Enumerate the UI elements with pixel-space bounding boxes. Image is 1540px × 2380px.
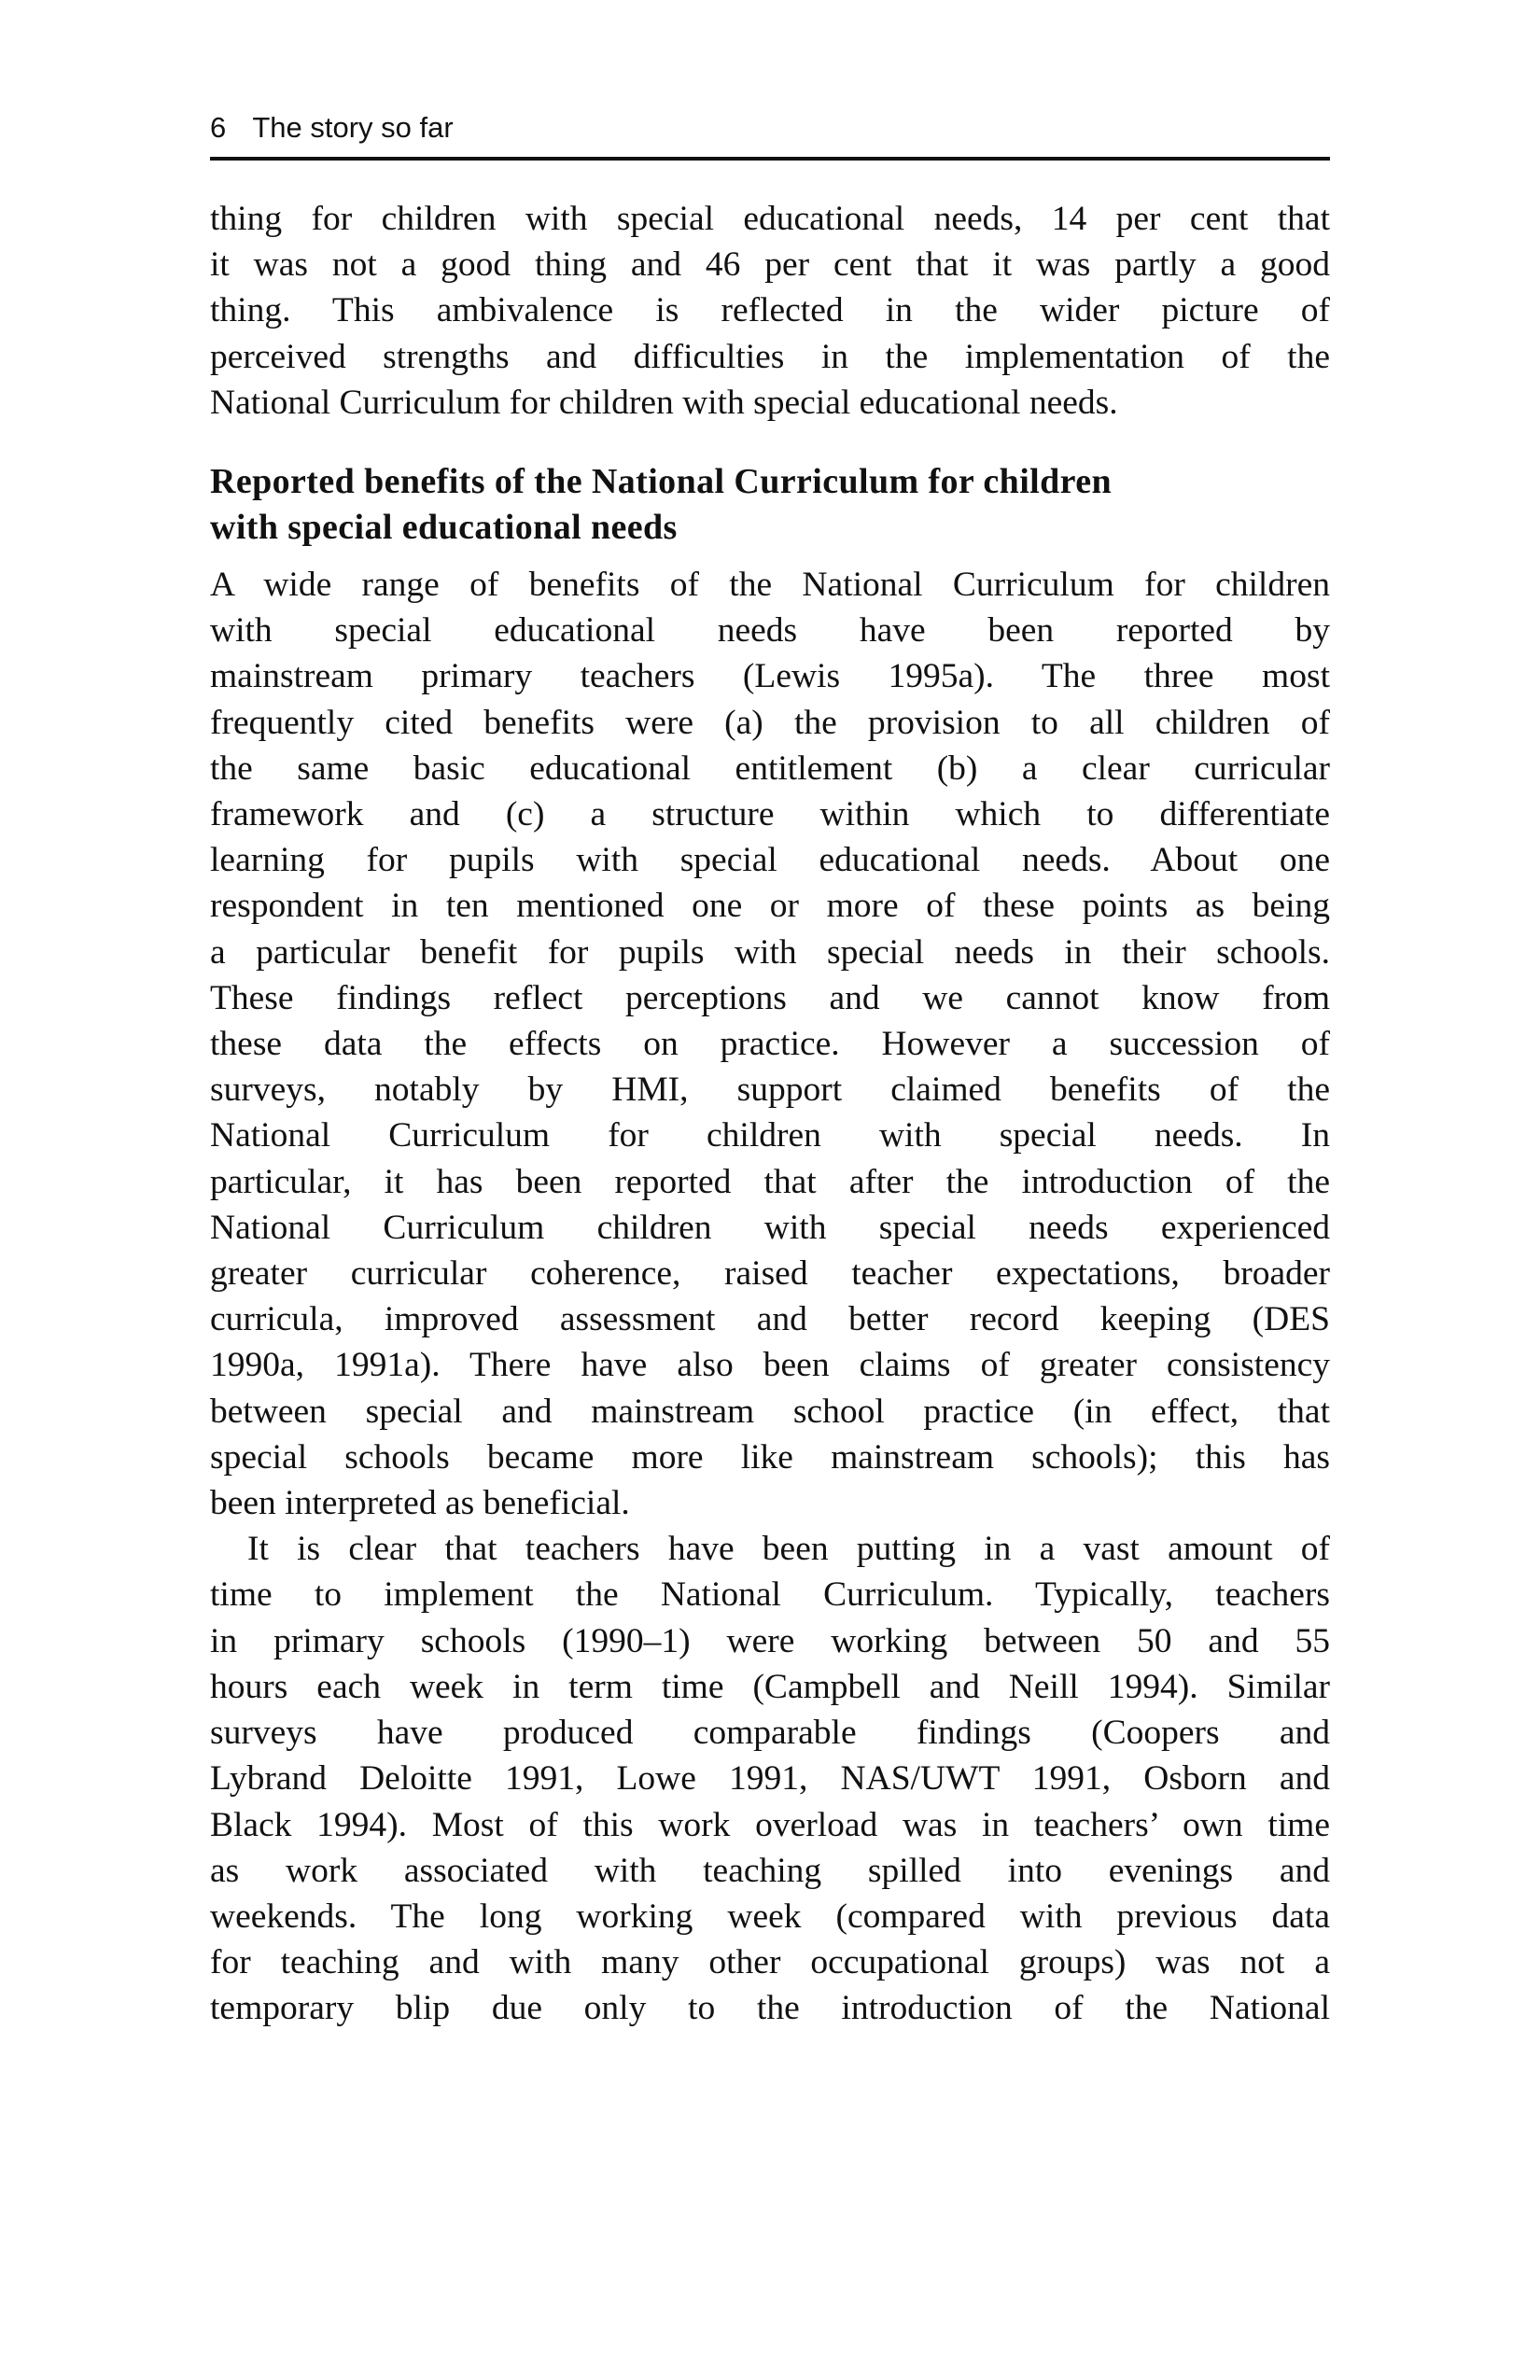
text-line: surveys have produced comparable findings (Coopers and [210, 1714, 1330, 1753]
text-line: framework and (c) a structure within which to differentiate [210, 795, 1330, 834]
text-line: curricula, improved assessment and better record keeping (DES [210, 1300, 1330, 1339]
text-line: surveys, notably by HMI, support claimed benefits of the [210, 1071, 1330, 1110]
text-line: National Curriculum for children with special needs. In [210, 1116, 1330, 1155]
text-line: frequently cited benefits were (a) the provision to all children of [210, 703, 1330, 742]
text-line: A wide range of benefits of the National Curriculum for children [210, 566, 1330, 605]
text-line: learning for pupils with special educational needs. About one [210, 841, 1330, 880]
text-line: respondent in ten mentioned one or more of these points as being [210, 887, 1330, 926]
paragraph-workload [210, 1526, 1330, 2031]
text-line: National Curriculum children with special needs experienced [210, 1208, 1330, 1247]
body-text [210, 196, 1330, 2032]
text-line: the same basic educational entitlement (b) a clear curricular [210, 749, 1330, 788]
heading-line: Reported benefits of the National Curriculum for children [210, 462, 1113, 502]
page-number: 6 [210, 111, 227, 144]
text-line: Black 1994). Most of this work overload was in teachers’ own time [210, 1805, 1330, 1844]
text-line: These findings reflect perceptions and we cannot know from [210, 978, 1330, 1017]
text-line: perceived strengths and difficulties in the implementation of the [210, 337, 1330, 376]
section-heading [210, 459, 1330, 551]
text-line: particular, it has been reported that after the introduction of the [210, 1162, 1330, 1201]
text-line: Lybrand Deloitte 1991, Lowe 1991, NAS/UWT 1991, Osborn and [210, 1759, 1330, 1799]
text-line: for teaching and with many other occupational groups) was not a [210, 1943, 1330, 1982]
text-line: as work associated with teaching spilled into evenings and [210, 1851, 1330, 1890]
text-line: these data the effects on practice. However a succession of [210, 1025, 1330, 1064]
heading-line: with special educational needs [210, 508, 678, 548]
text-line: thing. This ambivalence is reflected in the wider picture of [210, 291, 1330, 330]
text-line: with special educational needs have been reported by [210, 611, 1330, 651]
text-line: weekends. The long working week (compared with previous data [210, 1897, 1330, 1936]
paragraph-benefits [210, 562, 1330, 1526]
text-line: it was not a good thing and 46 per cent that it was partly a good [210, 245, 1330, 285]
header-rule [210, 157, 1330, 161]
text-line: thing for children with special educational needs, 14 per cent that [210, 200, 1330, 238]
text-line: hours each week in term time (Campbell and Neill 1994). Similar [210, 1667, 1330, 1706]
text-line: in primary schools (1990–1) were working between 50 and 55 [210, 1621, 1330, 1660]
text-line: a particular benefit for pupils with special needs in their schools. [210, 932, 1330, 972]
text-line: special schools became more like mainstream schools); this has [210, 1437, 1330, 1477]
running-head [210, 109, 454, 147]
text-line: been interpreted as beneficial. [210, 1484, 630, 1523]
text-line: National Curriculum for children with special educational needs. [210, 383, 1118, 422]
text-line: mainstream primary teachers (Lewis 1995a). The three most [210, 657, 1330, 696]
opening-paragraph [210, 196, 1330, 426]
text-line: between special and mainstream school practice (in effect, that [210, 1392, 1330, 1431]
text-line: temporary blip due only to the introduction of the National [210, 1989, 1330, 2028]
text-line: 1990a, 1991a). There have also been claims of greater consistency [210, 1346, 1330, 1385]
text-line: It is clear that teachers have been putting in a vast amount of [247, 1530, 1330, 1569]
text-line: greater curricular coherence, raised teacher expectations, broader [210, 1254, 1330, 1294]
chapter-title: The story so far [252, 111, 454, 144]
text-line: time to implement the National Curriculum. Typically, teachers [210, 1575, 1330, 1615]
